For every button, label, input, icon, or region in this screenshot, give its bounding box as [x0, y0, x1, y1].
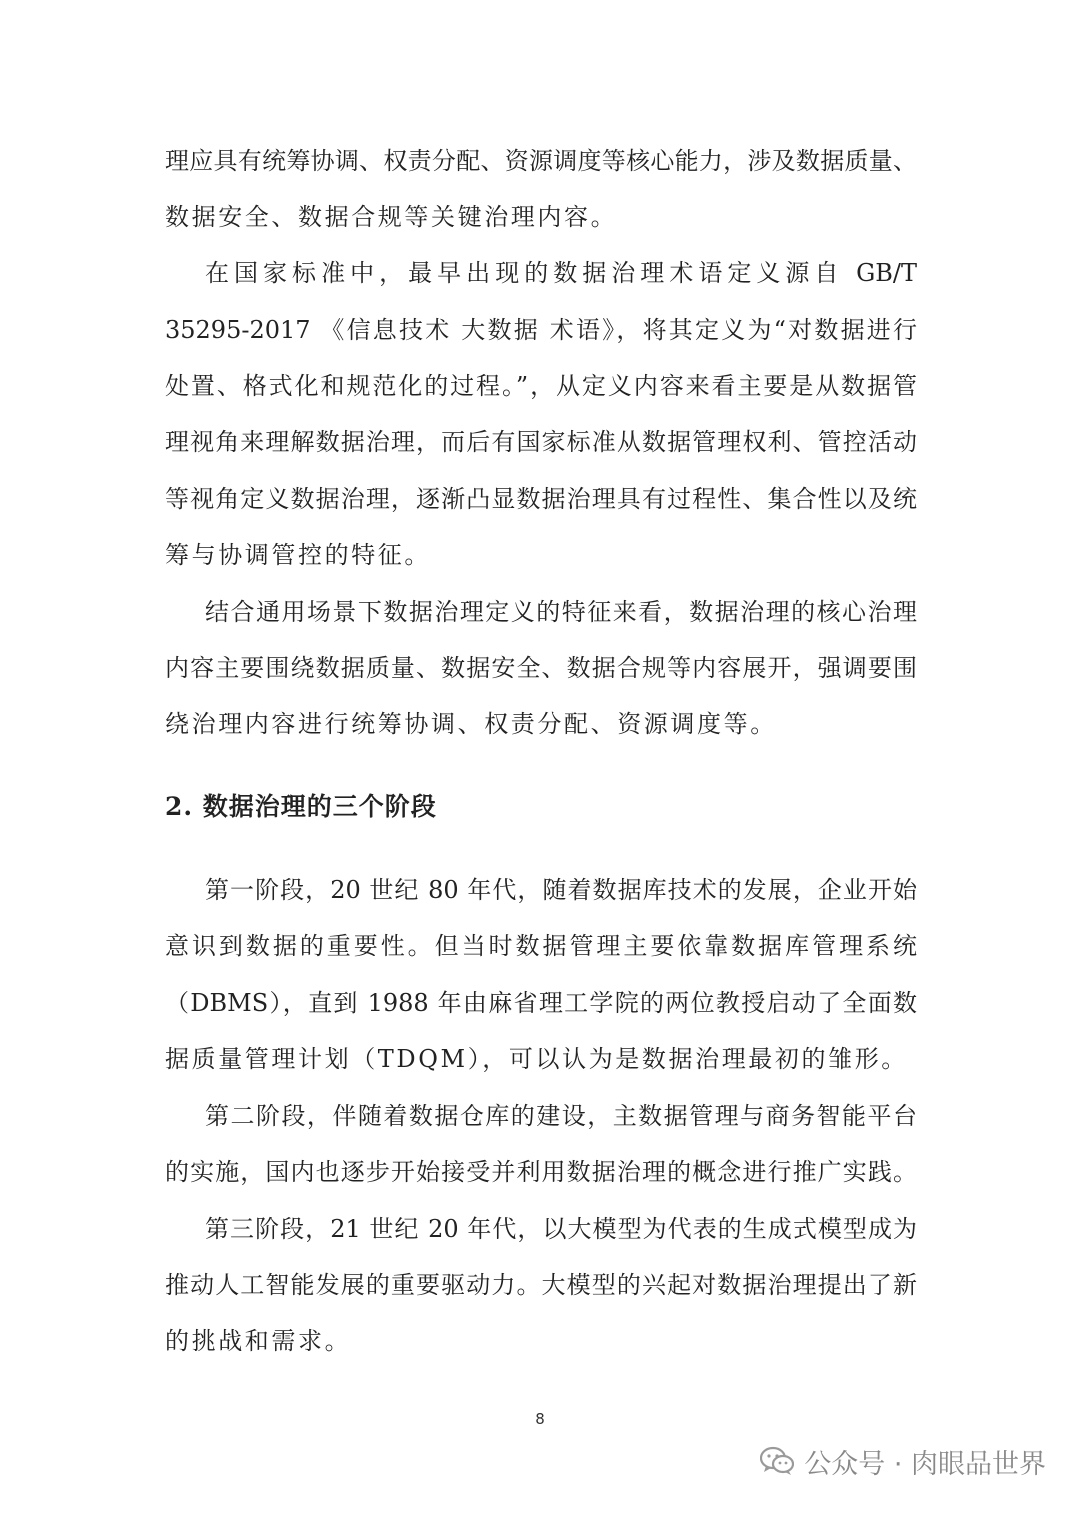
paragraph-line: 第一阶段，20 世纪 80 年代，随着数据库技术的发展，企业开始 [205, 876, 917, 904]
page-number: 8 [535, 1410, 545, 1428]
paragraph-line: 第三阶段，21 世纪 20 年代，以大模型为代表的生成式模型成为 [205, 1215, 917, 1243]
watermark [760, 1441, 1046, 1481]
wechat-icon [760, 1446, 794, 1476]
section-heading: 2. 数据治理的三个阶段 [165, 792, 437, 821]
paragraph-line: 理视角来理解数据治理，而后有国家标准从数据管理权利、管控活动 [165, 428, 917, 456]
paragraph-line: 据质量管理计划（TDQM），可以认为是数据治理最初的雏形。 [165, 1045, 908, 1073]
paragraph-line: 结合通用场景下数据治理定义的特征来看，数据治理的核心治理 [205, 598, 917, 626]
paragraph-line: 的挑战和需求。 [165, 1327, 352, 1355]
paragraph-line: 等视角定义数据治理，逐渐凸显数据治理具有过程性、集合性以及统 [165, 485, 917, 513]
paragraph-line: 绕治理内容进行统筹协调、权责分配、资源调度等。 [165, 710, 777, 738]
paragraph-line: 第二阶段，伴随着数据仓库的建设，主数据管理与商务智能平台 [205, 1102, 917, 1130]
paragraph-line: 理应具有统筹协调、权责分配、资源调度等核心能力，涉及数据质量、 [165, 147, 917, 175]
paragraph-line: 的实施，国内也逐步开始接受并利用数据治理的概念进行推广实践。 [165, 1158, 917, 1186]
paragraph-line: 处置、格式化和规范化的过程。”，从定义内容来看主要是从数据管 [165, 372, 917, 400]
paragraph-line: 意识到数据的重要性。但当时数据管理主要依靠数据库管理系统 [165, 932, 917, 960]
paragraph-line: （DBMS），直到 1988 年由麻省理工学院的两位教授启动了全面数 [165, 989, 917, 1017]
paragraph-line: 内容主要围绕数据质量、数据安全、数据合规等内容展开，强调要围 [165, 654, 917, 682]
paragraph-line: 35295-2017 《信息技术 大数据 术语》，将其定义为“对数据进行 [165, 316, 917, 344]
paragraph-line: 筹与协调管控的特征。 [165, 541, 431, 569]
paragraph-line: 推动人工智能发展的重要驱动力。大模型的兴起对数据治理提出了新 [165, 1271, 917, 1299]
watermark-text: 公众号 · 肉眼品世界 [804, 1448, 1046, 1480]
paragraph-line: 在国家标准中，最早出现的数据治理术语定义源自 GB/T [205, 259, 917, 287]
paragraph-line: 数据安全、数据合规等关键治理内容。 [165, 203, 618, 231]
